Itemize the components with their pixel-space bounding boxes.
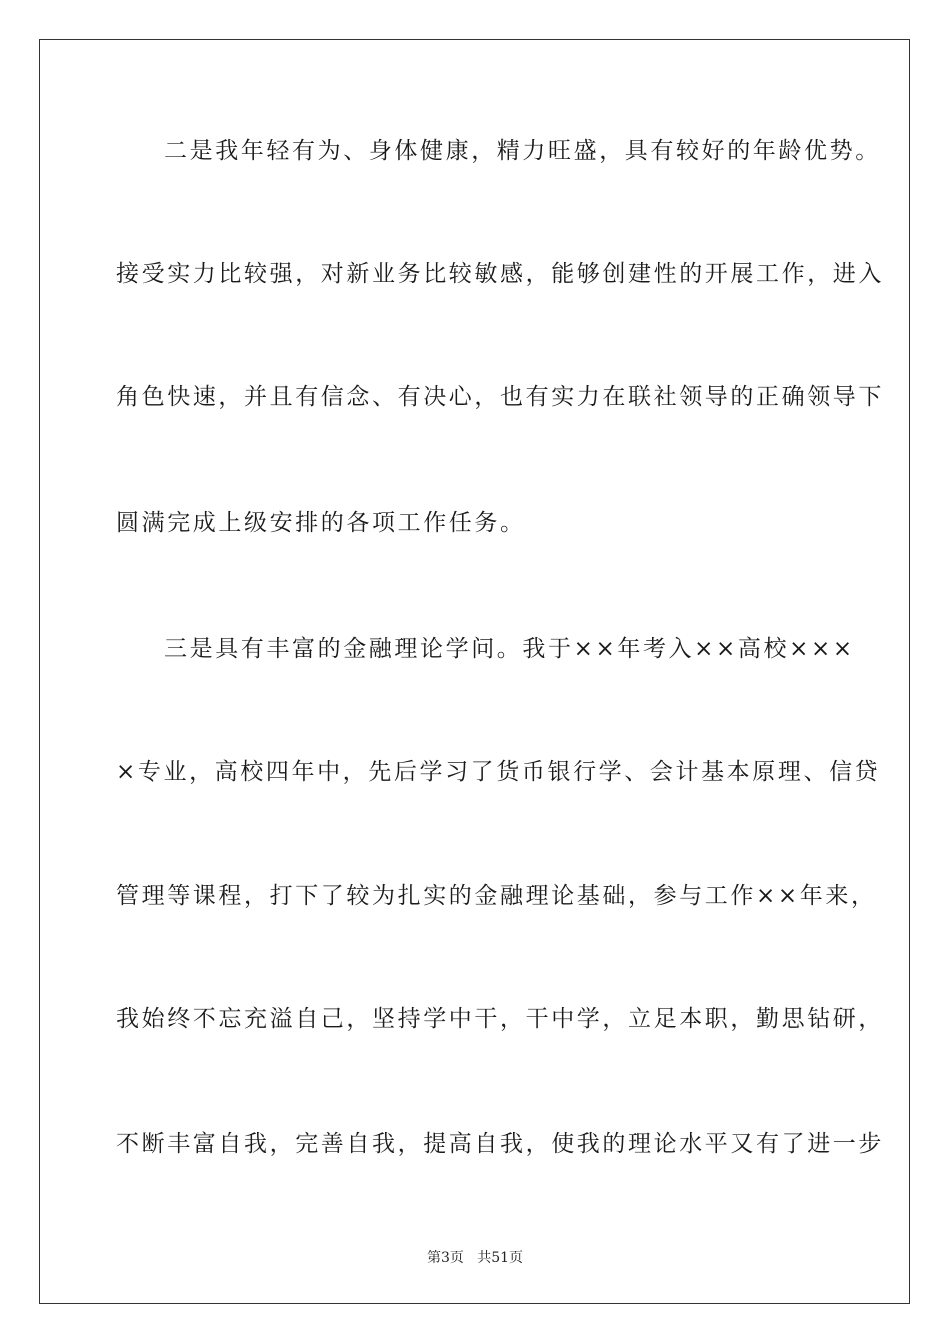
paragraph-line: ×专业，高校四年中，先后学习了货币银行学、会计基本原理、信贷	[116, 759, 881, 785]
page-number-footer: 第3页 共51页	[426, 1250, 524, 1266]
paragraph-line: 角色快速，并且有信念、有决心，也有实力在联社领导的正确领导下	[116, 384, 884, 410]
paragraph-line: 接受实力比较强，对新业务比较敏感，能够创建性的开展工作，进入	[116, 261, 884, 287]
paragraph-line: 不断丰富自我，完善自我，提高自我，使我的理论水平又有了进一步	[116, 1131, 884, 1157]
paragraph-line: 管理等课程，打下了较为扎实的金融理论基础，参与工作××年来，	[116, 883, 877, 909]
paragraph-line: 我始终不忘充溢自己，坚持学中干，干中学，立足本职，勤思钻研，	[116, 1006, 884, 1032]
page-border	[39, 39, 910, 1304]
paragraph-line: 二是我年轻有为、身体健康，精力旺盛，具有较好的年龄优势。	[164, 138, 881, 164]
paragraph-line: 三是具有丰富的金融理论学问。我于××年考入××高校×××	[164, 636, 855, 662]
paragraph-line: 圆满完成上级安排的各项工作任务。	[116, 510, 526, 536]
